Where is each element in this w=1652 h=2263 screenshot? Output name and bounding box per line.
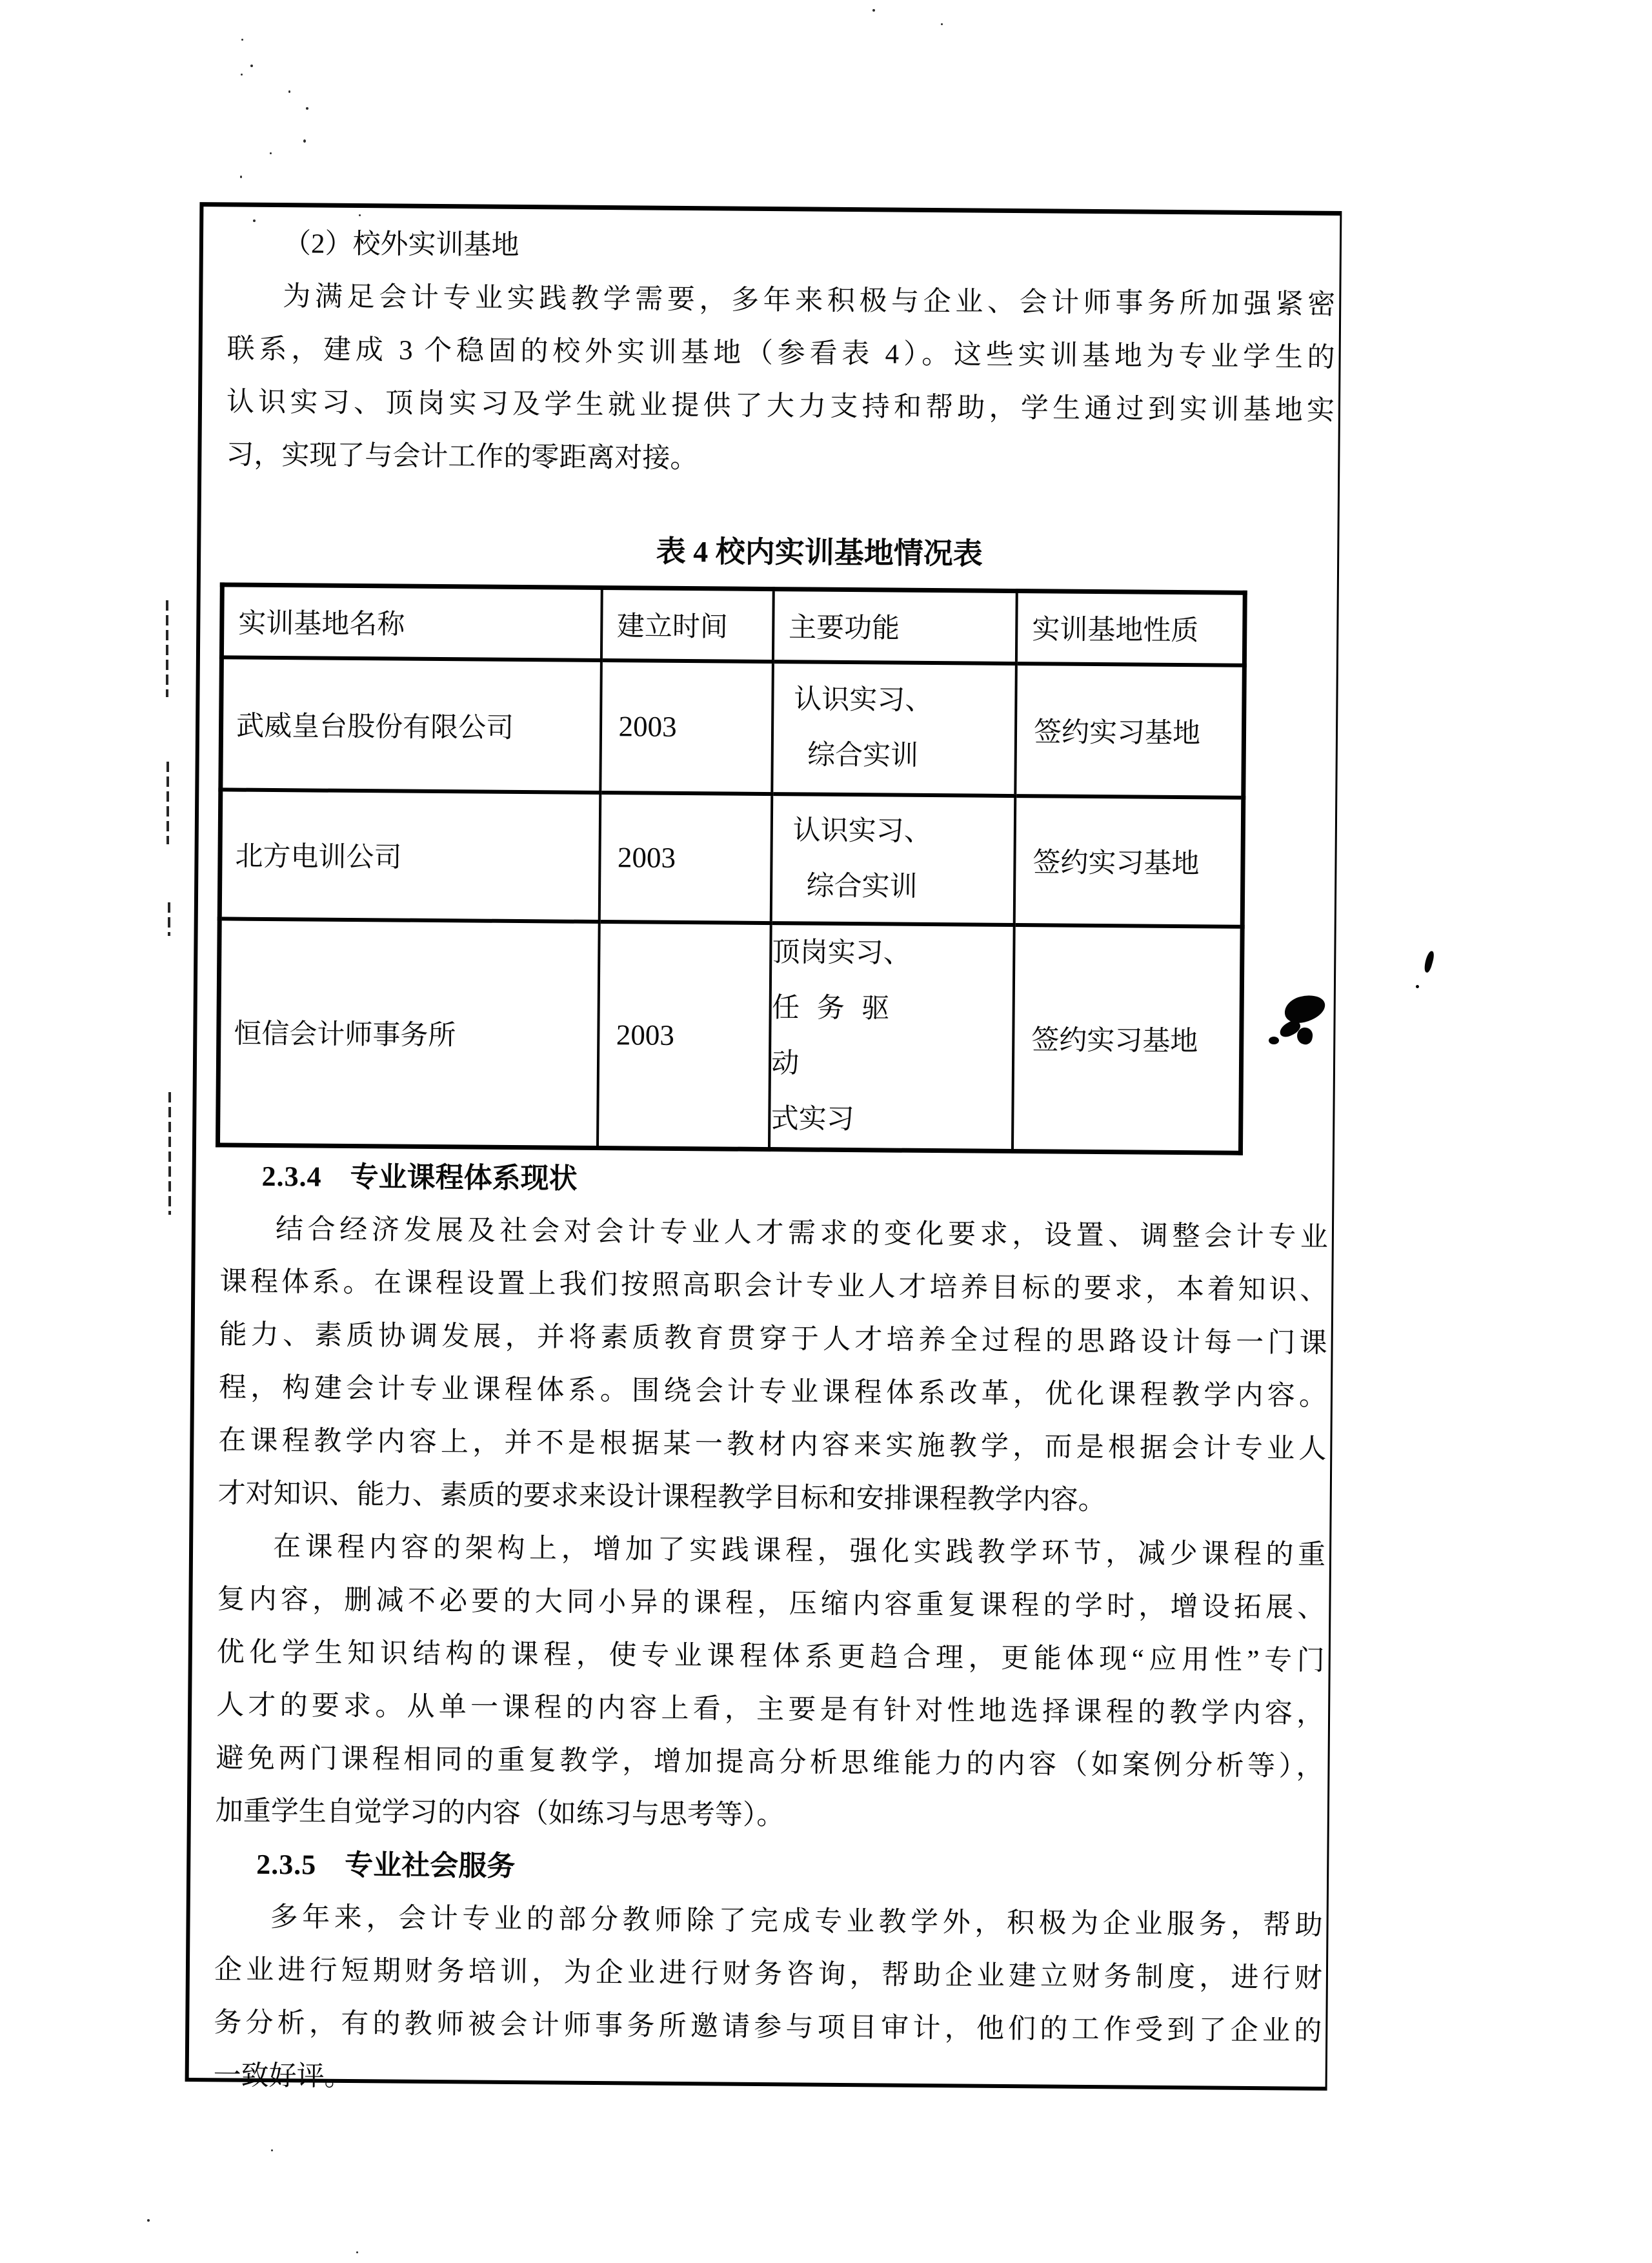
text-line: 多年来，会计专业的部分教师除了完成专业教学外，积极为企业服务，帮助 — [270, 1902, 1323, 1941]
function-line: 认识实习、 — [792, 815, 932, 847]
ink-dot — [1416, 985, 1419, 988]
scan-speck — [271, 2149, 273, 2151]
function-line: 顶岗实习、 — [772, 937, 911, 969]
text-line: 复内容，删减不必要的大同小异的课程，压缩内容重复课程的学时，增设拓展、 — [217, 1583, 1325, 1623]
cell-base-name: 北方电训公司 — [219, 789, 600, 922]
text-line: 人才的要求。从单一课程的内容上看，主要是有针对性地选择课程的教学内容， — [216, 1689, 1325, 1729]
table-header-row — [221, 585, 1245, 665]
table-caption: 表 4 校内实训基地情况表 — [656, 534, 983, 571]
subsection-heading: （2）校外实训基地 — [283, 228, 519, 261]
content-frame — [185, 202, 1342, 2091]
section-number: 2.3.4 — [261, 1160, 322, 1193]
section-heading-235 — [215, 1838, 1324, 1899]
cell-functions — [769, 923, 1014, 1151]
scan-artifact-line — [166, 762, 169, 844]
scan-speck — [250, 65, 253, 67]
function-line: 认识实习、 — [794, 684, 933, 716]
scan-speck — [241, 39, 243, 41]
section-title: 专业社会服务 — [345, 1849, 516, 1882]
text-line: 认识实习、顶岗实习及学生就业提供了大力支持和帮助，学生通过到实训基地实 — [226, 387, 1335, 426]
function-line: 式实习 — [771, 1103, 854, 1135]
function-line: 综合实训 — [806, 871, 918, 902]
scan-artifact-line — [166, 600, 168, 697]
scan-speck — [306, 107, 308, 110]
text-line: 为满足会计专业实践教学需要，多年来积极与企业、会计师事务所加强紧密 — [283, 281, 1336, 320]
text-line: 习，实现了与会计工作的零距离对接。 — [226, 440, 698, 474]
text-line: 联系，建成 3 个稳固的校外实训基地（参看表 4）。这些实训基地为专业学生的 — [227, 334, 1335, 373]
section-heading-234 — [220, 1150, 1329, 1211]
text-line: 一致好评。 — [213, 2060, 352, 2092]
column-header-function: 主要功能 — [773, 589, 1017, 664]
scan-speck — [270, 152, 272, 154]
table-row — [221, 657, 1245, 797]
table-row — [219, 789, 1244, 926]
scan-speck — [147, 2219, 150, 2222]
scan-speck — [303, 139, 306, 143]
cell-year: 2003 — [599, 792, 772, 922]
training-base-table — [216, 582, 1247, 1155]
column-header-nature: 实训基地性质 — [1016, 591, 1245, 665]
text-line: 加重学生自觉学习的内容（如练习与思考等）。 — [215, 1795, 785, 1831]
section-number: 2.3.5 — [256, 1848, 317, 1881]
cell-nature: 签约实习基地 — [1014, 796, 1244, 927]
scan-artifact-line — [168, 1092, 171, 1215]
scan-speck — [872, 9, 875, 12]
text-line: 程，构建会计专业课程体系。围绕会计专业课程体系改革，优化课程教学内容。 — [218, 1372, 1327, 1412]
cell-base-name: 武威皇台股份有限公司 — [221, 657, 601, 793]
function-line: 任务驱动 — [771, 992, 907, 1079]
scan-speck — [941, 23, 943, 25]
cell-functions — [772, 662, 1016, 796]
cell-nature: 签约实习基地 — [1015, 664, 1244, 798]
text-line: 结合经济发展及社会对会计专业人才需求的变化要求，设置、调整会计专业 — [275, 1213, 1329, 1253]
cell-year: 2003 — [600, 660, 773, 794]
column-header-name: 实训基地名称 — [221, 585, 601, 660]
text-line: 在课程内容的架构上，增加了实践课程，强化实践教学环节，减少课程的重 — [272, 1531, 1326, 1570]
section-title: 专业课程体系现状 — [350, 1161, 578, 1195]
text-line: 课程体系。在课程设置上我们按照高职会计专业人才培养目标的要求，本着知识、 — [219, 1266, 1328, 1306]
scan-speck — [356, 2251, 358, 2253]
text-line: 能力、素质协调发展，并将素质教育贯穿于人才培养全过程的思路设计每一门课 — [219, 1319, 1327, 1359]
cell-year: 2003 — [598, 921, 771, 1149]
cell-base-name: 恒信会计师事务所 — [217, 918, 599, 1148]
text-line: 在课程教学内容上，并不是根据某一教材内容来实施教学，而是根据会计专业人 — [218, 1425, 1327, 1465]
cell-nature: 签约实习基地 — [1012, 925, 1242, 1153]
ink-mark — [1423, 950, 1436, 973]
text-line: 务分析，有的教师被会计师事务所邀请参与项目审计，他们的工作受到了企业的 — [214, 2007, 1322, 2047]
column-header-year: 建立时间 — [601, 588, 773, 662]
scan-artifact-line — [168, 902, 170, 936]
scan-speck — [288, 90, 290, 93]
scan-speck — [240, 176, 242, 178]
text-line: 避免两门课程相同的重复教学，增加提高分析思维能力的内容（如案例分析等）， — [216, 1742, 1324, 1782]
text-line: 企业进行短期财务培训，为企业进行财务咨询，帮助企业建立财务制度，进行财 — [214, 1954, 1323, 1994]
cell-functions — [771, 794, 1016, 925]
text-line: 才对知识、能力、素质的要求来设计课程教学目标和安排课程教学内容。 — [217, 1477, 1106, 1516]
table-row — [217, 918, 1242, 1153]
scan-speck — [241, 74, 243, 76]
function-line: 综合实训 — [807, 740, 919, 771]
text-line: 优化学生知识结构的课程，使专业课程体系更趋合理，更能体现“应用性”专门 — [216, 1636, 1325, 1676]
